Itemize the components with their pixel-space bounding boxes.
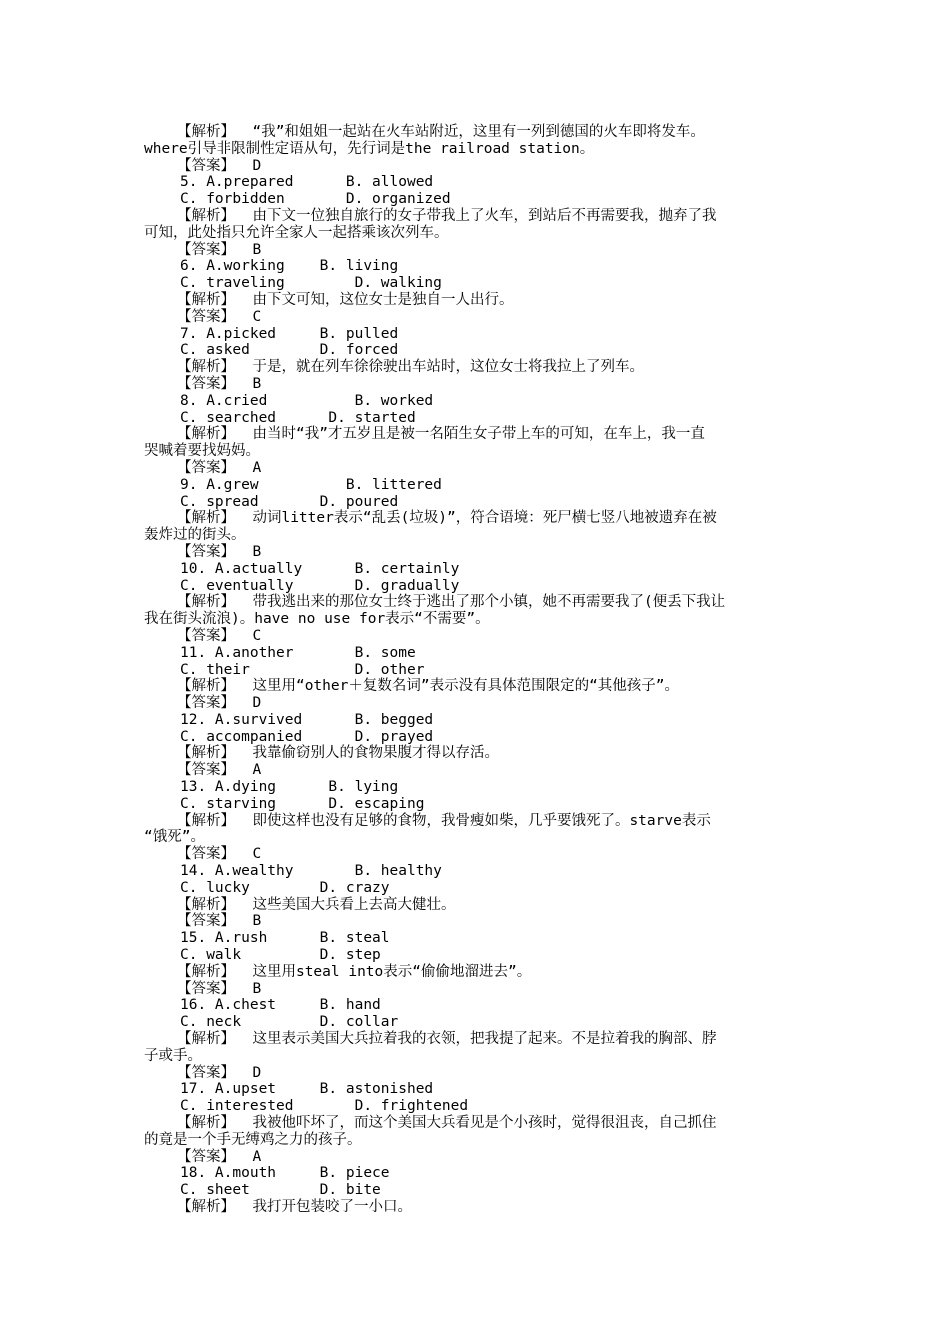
text-line: 【解析】 这里用“other＋复数名词”表示没有具体范围限定的“其他孩子”。 xyxy=(177,678,680,695)
text-line: 【答案】 A xyxy=(177,762,262,779)
text-line: C. searched D. started xyxy=(180,409,416,426)
text-line: 【答案】 D xyxy=(177,157,262,174)
text-line: 轰炸过的街头。 xyxy=(144,527,246,544)
text-line: 【答案】 D xyxy=(177,695,262,712)
text-line: where引导非限制性定语从句，先行词是the railroad station。 xyxy=(144,140,595,157)
text-line: 11. A.another B. some xyxy=(180,644,416,661)
text-line: C. accompanied D. prayed xyxy=(180,728,434,745)
text-line: 6. A.working B. living xyxy=(180,258,399,275)
text-line: C. neck D. collar xyxy=(180,1014,399,1031)
text-line: 8. A.cried B. worked xyxy=(180,392,434,409)
text-line: 7. A.picked B. pulled xyxy=(180,325,399,342)
document-page xyxy=(144,124,814,1216)
text-line: 【解析】 带我逃出来的那位女士终于逃出了那个小镇，她不再需要我了(便丢下我让 xyxy=(177,594,726,611)
text-line: 【答案】 B xyxy=(177,241,262,258)
text-line: 9. A.grew B. littered xyxy=(180,476,442,493)
text-line: 【解析】 即使这样也没有足够的食物，我骨瘦如柴，几乎要饿死了。starve表示 xyxy=(177,812,711,829)
text-line: C. forbidden D. organized xyxy=(180,191,451,208)
text-line: 【答案】 B xyxy=(177,543,262,560)
text-line: C. lucky D. crazy xyxy=(180,879,390,896)
text-line: 5. A.prepared B. allowed xyxy=(180,174,434,191)
text-line: 15. A.rush B. steal xyxy=(180,930,390,947)
text-line: 【解析】 这里用steal into表示“偷偷地溜进去”。 xyxy=(177,963,532,980)
text-line: 12. A.survived B. begged xyxy=(180,711,434,728)
text-line: 【解析】 我被他吓坏了，而这个美国大兵看见是个小孩时，觉得很沮丧，自己抓住 xyxy=(177,1115,717,1132)
text-line: C. starving D. escaping xyxy=(180,795,425,812)
text-line: C. eventually D. gradually xyxy=(180,577,460,594)
text-line: 的竟是一个手无缚鸡之力的孩子。 xyxy=(144,1131,362,1148)
text-line: C. traveling D. walking xyxy=(180,275,442,292)
text-line: C. interested D. frightened xyxy=(180,1098,469,1115)
text-line: 14. A.wealthy B. healthy xyxy=(180,863,442,880)
text-line: 17. A.upset B. astonished xyxy=(180,1081,434,1098)
text-line: C. asked D. forced xyxy=(180,342,399,359)
text-line: 【解析】 由下文可知，这位女士是独自一人出行。 xyxy=(177,291,514,308)
text-line: 【答案】 C xyxy=(177,308,262,325)
text-line: 【答案】 B xyxy=(177,980,262,997)
text-line: 10. A.actually B. certainly xyxy=(180,560,460,577)
text-line: 13. A.dying B. lying xyxy=(180,779,399,796)
text-line: 【解析】 “我”和姐姐一起站在火车站附近，这里有一列到德国的火车即将发车。 xyxy=(177,124,705,140)
text-line: 可知，此处指只允许全家人一起搭乘该次列车。 xyxy=(144,224,449,241)
text-line: 【解析】 这些美国大兵看上去高大健壮。 xyxy=(177,896,456,913)
text-line: 【解析】 动词litter表示“乱丢(垃圾)”，符合语境：死尸横七竖八地被遗弃在被 xyxy=(177,510,717,527)
text-line: 16. A.chest B. hand xyxy=(180,997,381,1014)
text-line: 【答案】 A xyxy=(177,1148,262,1165)
text-line: 18. A.mouth B. piece xyxy=(180,1165,390,1182)
text-line: 我在街头流浪)。have no use for表示“不需要”。 xyxy=(144,611,490,628)
text-line: 【解析】 这里表示美国大兵拉着我的衣领，把我提了起来。不是拉着我的胸部、脖 xyxy=(177,1031,717,1048)
text-line: 【答案】 B xyxy=(177,375,262,392)
text-line: C. sheet D. bite xyxy=(180,1182,381,1199)
text-line: C. spread D. poured xyxy=(180,493,399,510)
text-line: 【答案】 B xyxy=(177,913,262,930)
text-line: “饿死”。 xyxy=(144,829,205,846)
text-line: 【答案】 C xyxy=(177,846,262,863)
text-line: 【答案】 C xyxy=(177,627,262,644)
text-line: C. their D. other xyxy=(180,661,425,678)
text-line: 【解析】 于是，就在列车徐徐驶出车站时，这位女士将我拉上了列车。 xyxy=(177,359,644,376)
text-line: C. walk D. step xyxy=(180,947,381,964)
text-line: 【答案】 A xyxy=(177,459,262,476)
text-line: 【解析】 由当时“我”才五岁且是被一名陌生女子带上车的可知，在车上，我一直 xyxy=(177,426,705,443)
text-line: 子或手。 xyxy=(144,1047,202,1064)
text-line: 【解析】 由下文一位独自旅行的女子带我上了火车，到站后不再需要我，抛弃了我 xyxy=(177,207,717,224)
text-line: 【答案】 D xyxy=(177,1064,262,1081)
text-line: 【解析】 我打开包装咬了一小口。 xyxy=(177,1199,412,1215)
text-line: 【解析】 我靠偷窃别人的食物果腹才得以存活。 xyxy=(177,745,499,762)
text-line: 哭喊着要找妈妈。 xyxy=(144,443,260,460)
